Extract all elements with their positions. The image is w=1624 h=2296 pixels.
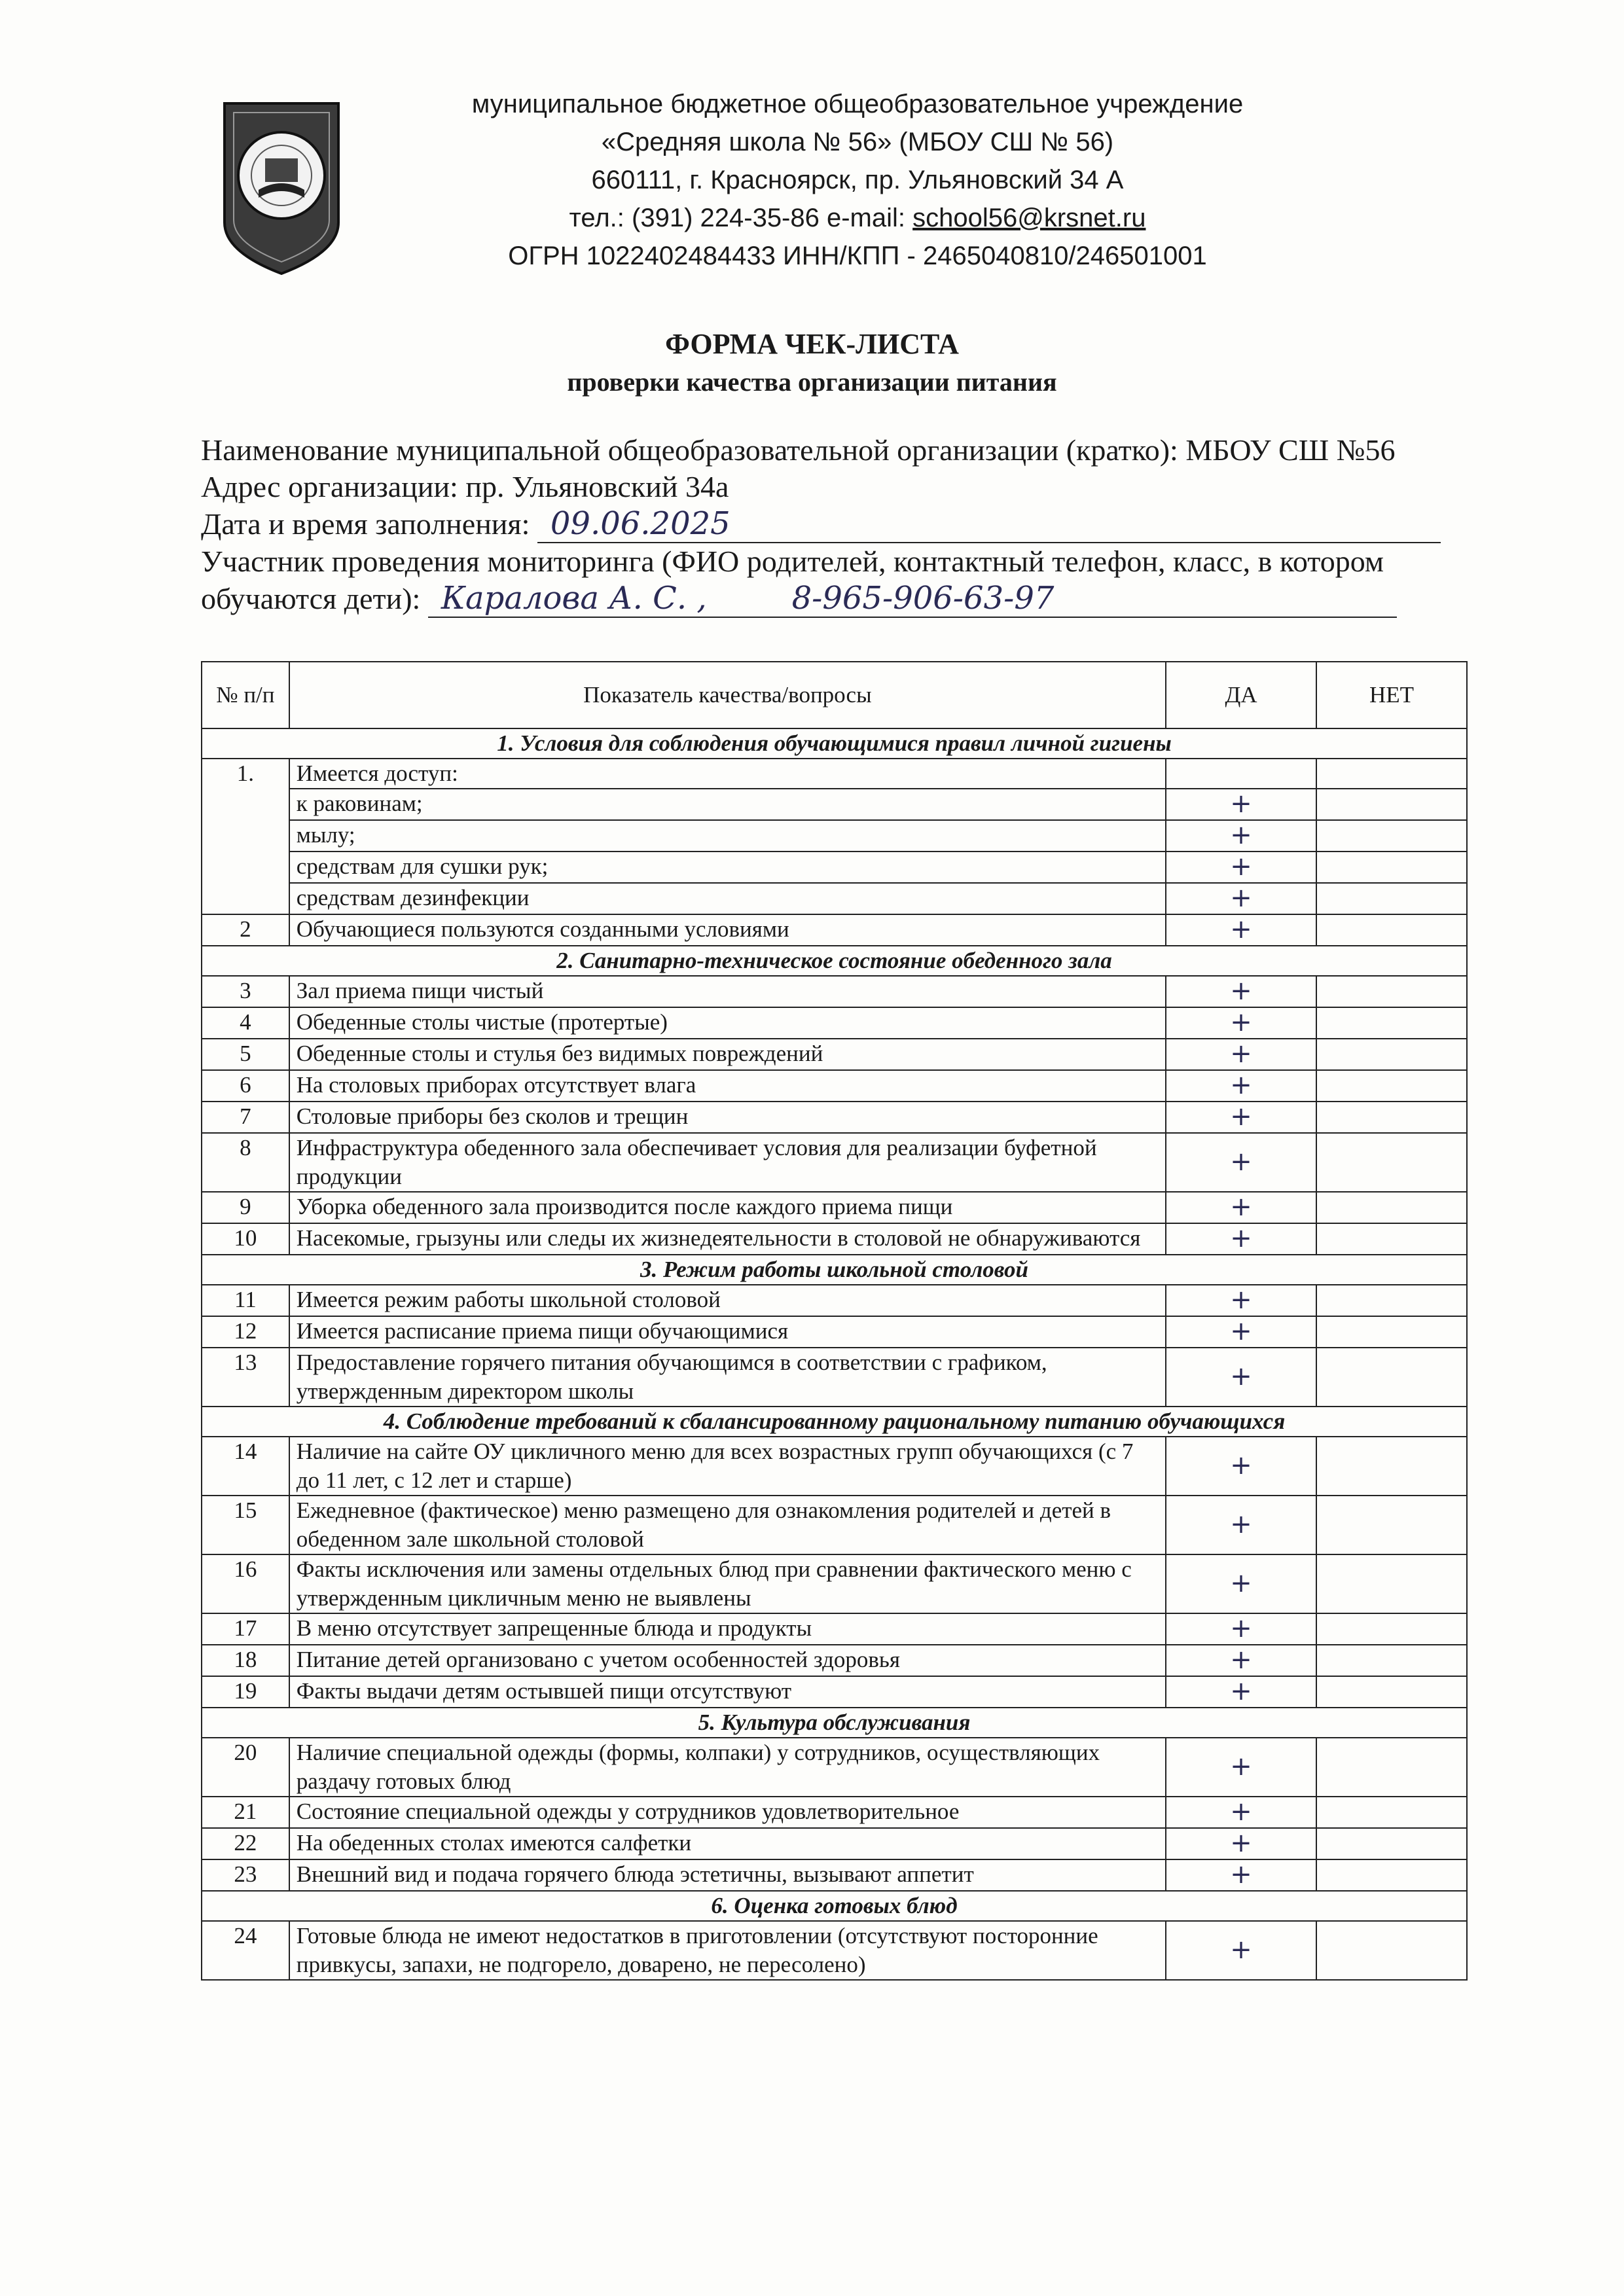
yes-cell[interactable] [1166, 1554, 1316, 1613]
yes-cell[interactable] [1166, 1496, 1316, 1554]
yes-mark: + [1230, 1102, 1252, 1132]
row-num: 5 [202, 1039, 289, 1070]
row-question: Инфраструктура обеденного зала обеспечивает условия для реализации буфетной продукции [289, 1133, 1166, 1192]
no-cell[interactable] [1316, 1223, 1467, 1255]
yes-cell[interactable] [1166, 1133, 1316, 1192]
yes-mark: + [1230, 914, 1252, 944]
table-row [202, 1738, 1467, 1797]
row-num: 3 [202, 976, 289, 1007]
row-num: 6 [202, 1070, 289, 1102]
section-title: 5. Культура обслуживания [202, 1708, 1467, 1738]
section-title: 1. Условия для соблюдения обучающимися правил личной гигиены [202, 728, 1467, 759]
yes-mark: + [1230, 1285, 1252, 1315]
row-num: 18 [202, 1645, 289, 1676]
row-num: 23 [202, 1859, 289, 1891]
table-row [202, 1645, 1467, 1676]
yes-cell[interactable] [1166, 1348, 1316, 1407]
no-cell[interactable] [1316, 1554, 1467, 1613]
yes-mark: + [1230, 1316, 1252, 1346]
yes-mark: + [1230, 1450, 1252, 1480]
table-row [202, 1554, 1467, 1613]
row-question: Готовые блюда не имеют недостатков в приготовлении (отсутствуют посторонние привкусы, запахи, не подгорело, доварено, не пересолено) [289, 1921, 1166, 1980]
row-question: Столовые приборы без сколов и трещин [289, 1102, 1166, 1133]
row-question: к раковинам; [289, 789, 1166, 820]
yes-mark: + [1230, 1568, 1252, 1598]
table-row [202, 1007, 1467, 1039]
yes-cell[interactable] [1166, 1645, 1316, 1676]
org-email-link[interactable]: school56@krsnet.ru [912, 204, 1146, 232]
no-cell[interactable] [1316, 1496, 1467, 1554]
no-cell[interactable] [1316, 883, 1467, 914]
row-question: На столовых приборах отсутствует влага [289, 1070, 1166, 1102]
row-question: Насекомые, грызуны или следы их жизнедеятельности в столовой не обнаруживаются [289, 1223, 1166, 1255]
yes-cell[interactable] [1166, 1007, 1316, 1039]
yes-cell[interactable] [1166, 1039, 1316, 1070]
form-title: ФОРМА ЧЕК-ЛИСТА [665, 328, 959, 360]
yes-cell[interactable] [1166, 1738, 1316, 1797]
no-cell[interactable] [1316, 820, 1467, 852]
header-no: НЕТ [1316, 662, 1467, 728]
no-cell[interactable] [1316, 1645, 1467, 1676]
row-question: На обеденных столах имеются салфетки [289, 1828, 1166, 1859]
table-row [202, 1437, 1467, 1496]
yes-mark: + [1230, 1070, 1252, 1100]
section-title: 6. Оценка готовых блюд [202, 1891, 1467, 1921]
form-subtitle: проверки качества организации питания [567, 367, 1057, 397]
table-row [202, 1921, 1467, 1980]
yes-mark: + [1230, 1613, 1252, 1643]
yes-mark: + [1230, 883, 1252, 913]
yes-mark: + [1230, 1223, 1252, 1253]
org-name-line: Наименование муниципальной общеобразовательной организации (кратко): МБОУ СШ №56 [201, 433, 1396, 467]
table-row [202, 1133, 1467, 1192]
yes-mark: + [1230, 1192, 1252, 1222]
row-num: 11 [202, 1285, 289, 1316]
table-row [202, 820, 1467, 852]
org-phone: тел.: (391) 224-35-86 e-mail: [569, 204, 913, 232]
table-row [202, 1859, 1467, 1891]
no-cell[interactable] [1316, 1316, 1467, 1348]
table-row [202, 883, 1467, 914]
yes-cell[interactable] [1166, 820, 1316, 852]
no-cell[interactable] [1316, 1192, 1467, 1223]
yes-mark: + [1230, 1676, 1252, 1706]
org-line-1: муниципальное бюджетное общеобразовательное учреждение [471, 90, 1244, 118]
address-line: Адрес организации: пр. Ульяновский 34а [201, 470, 729, 503]
row-question: Имеется расписание приема пищи обучающимися [289, 1316, 1166, 1348]
section-row [202, 946, 1467, 976]
yes-mark: + [1230, 1147, 1252, 1177]
row-question: В меню отсутствует запрещенные блюда и продукты [289, 1613, 1166, 1645]
header-question: Показатель качества/вопросы [289, 662, 1166, 728]
row-question: Обеденные столы чистые (протертые) [289, 1007, 1166, 1039]
yes-cell[interactable] [1166, 852, 1316, 883]
yes-mark: + [1230, 1361, 1252, 1391]
row-num: 20 [202, 1738, 289, 1797]
row-question: средствам для сушки рук; [289, 852, 1166, 883]
header-num: № п/п [202, 662, 289, 728]
table-row [202, 1348, 1467, 1407]
table-row [202, 976, 1467, 1007]
table-row [202, 1070, 1467, 1102]
row-num: 8 [202, 1133, 289, 1192]
yes-cell[interactable] [1166, 1070, 1316, 1102]
row-question: средствам дезинфекции [289, 883, 1166, 914]
yes-cell[interactable] [1166, 1921, 1316, 1980]
row-num: 4 [202, 1007, 289, 1039]
date-line [201, 505, 1504, 543]
org-ogrn: ОГРН 1022402484433 ИНН/КПП - 2465040810/246501001 [508, 242, 1207, 270]
org-line-2: «Средняя школа № 56» (МБОУ СШ № 56) [601, 128, 1114, 156]
yes-cell[interactable] [1166, 1223, 1316, 1255]
yes-cell[interactable] [1166, 1859, 1316, 1891]
participant-label-2: обучаются дети): [201, 582, 421, 615]
row-question: Зал приема пищи чистый [289, 976, 1166, 1007]
row-question: Предоставление горячего питания обучающимся в соответствии с графиком, утвержденным директором школы [289, 1348, 1166, 1407]
form-info [201, 432, 1504, 618]
row-num: 7 [202, 1102, 289, 1133]
no-cell[interactable] [1316, 1828, 1467, 1859]
no-cell[interactable] [1316, 759, 1467, 789]
yes-cell[interactable] [1166, 1676, 1316, 1708]
row-question: Ежедневное (фактическое) меню размещено для ознакомления родителей и детей в обеденном зале школьной столовой [289, 1496, 1166, 1554]
yes-cell[interactable] [1166, 789, 1316, 820]
org-contacts [367, 199, 1348, 237]
header-yes: ДА [1166, 662, 1316, 728]
section-title: 2. Санитарно-техническое состояние обеденного зала [202, 946, 1467, 976]
no-cell[interactable] [1316, 852, 1467, 883]
no-cell[interactable] [1316, 1921, 1467, 1980]
row-num: 14 [202, 1437, 289, 1496]
yes-mark: + [1230, 1828, 1252, 1858]
row-question: Обучающиеся пользуются созданными условиями [289, 914, 1166, 946]
no-cell[interactable] [1316, 1133, 1467, 1192]
date-field[interactable]: 09.06.2025 [537, 505, 1441, 543]
yes-cell[interactable] [1166, 1797, 1316, 1828]
no-cell[interactable] [1316, 1102, 1467, 1133]
date-label: Дата и время заполнения: [201, 507, 530, 541]
section-row [202, 1255, 1467, 1285]
no-cell[interactable] [1316, 1676, 1467, 1708]
no-cell[interactable] [1316, 789, 1467, 820]
row-question: Внешний вид и подача горячего блюда эстетичны, вызывают аппетит [289, 1859, 1166, 1891]
no-cell[interactable] [1316, 1039, 1467, 1070]
row-num: 17 [202, 1613, 289, 1645]
no-cell[interactable] [1316, 1738, 1467, 1797]
table-row [202, 1828, 1467, 1859]
table-row [202, 1102, 1467, 1133]
participant-phone: 8-965-906-63-97 [791, 580, 1055, 617]
yes-mark: + [1230, 976, 1252, 1006]
row-num: 24 [202, 1921, 289, 1980]
yes-mark: + [1230, 1797, 1252, 1827]
yes-cell[interactable] [1166, 976, 1316, 1007]
section-title: 3. Режим работы школьной столовой [202, 1255, 1467, 1285]
yes-cell[interactable] [1166, 1102, 1316, 1133]
row-num: 16 [202, 1554, 289, 1613]
row-num: 13 [202, 1348, 289, 1407]
row-question: Имеется доступ: [289, 759, 1166, 789]
row-question: Наличие на сайте ОУ цикличного меню для всех возрастных групп обучающихся (с 7 до 11 лет, с 12 лет и старше) [289, 1437, 1166, 1496]
section-row [202, 728, 1467, 759]
no-cell[interactable] [1316, 1797, 1467, 1828]
school-emblem [219, 98, 344, 278]
yes-cell[interactable] [1166, 1613, 1316, 1645]
row-num: 12 [202, 1316, 289, 1348]
row-num: 9 [202, 1192, 289, 1223]
yes-mark: + [1230, 1509, 1252, 1539]
row-question: Питание детей организовано с учетом особенностей здоровья [289, 1645, 1166, 1676]
yes-mark: + [1230, 789, 1252, 819]
org-line-3: 660111, г. Красноярск, пр. Ульяновский 34 А [591, 166, 1124, 194]
table-row [202, 789, 1467, 820]
no-cell[interactable] [1316, 1007, 1467, 1039]
row-question: Обеденные столы и стулья без видимых повреждений [289, 1039, 1166, 1070]
yes-mark: + [1230, 1935, 1252, 1965]
yes-cell[interactable] [1166, 1828, 1316, 1859]
row-num: 10 [202, 1223, 289, 1255]
table-row [202, 1039, 1467, 1070]
row-question: мылу; [289, 820, 1166, 852]
no-cell[interactable] [1316, 1285, 1467, 1316]
row-num: 21 [202, 1797, 289, 1828]
row-num: 22 [202, 1828, 289, 1859]
yes-cell[interactable] [1166, 1285, 1316, 1316]
yes-cell[interactable] [1166, 759, 1316, 789]
table-row [202, 1613, 1467, 1645]
row-num: 15 [202, 1496, 289, 1554]
no-cell[interactable] [1316, 1437, 1467, 1496]
participant-name: Каралова А. С. , [441, 580, 707, 617]
row-question: Факты выдачи детям остывшей пищи отсутствуют [289, 1676, 1166, 1708]
table-row [202, 1496, 1467, 1554]
no-cell[interactable] [1316, 1613, 1467, 1645]
table-row [202, 1223, 1467, 1255]
row-num: 19 [202, 1676, 289, 1708]
section-row [202, 1891, 1467, 1921]
table-row [202, 1285, 1467, 1316]
no-cell[interactable] [1316, 914, 1467, 946]
row-question: Факты исключения или замены отдельных блюд при сравнении фактического меню с утвержденным цикличным меню не выявлены [289, 1554, 1166, 1613]
yes-mark: + [1230, 852, 1252, 882]
yes-cell[interactable] [1166, 1437, 1316, 1496]
row-num: 2 [202, 914, 289, 946]
table-row [202, 1797, 1467, 1828]
no-cell[interactable] [1316, 1070, 1467, 1102]
yes-cell[interactable] [1166, 1316, 1316, 1348]
yes-mark: + [1230, 1039, 1252, 1069]
table-row [202, 1192, 1467, 1223]
section-row [202, 1407, 1467, 1437]
section-row [202, 1708, 1467, 1738]
row-num: 1. [202, 759, 289, 914]
no-cell[interactable] [1316, 1348, 1467, 1407]
table-row [202, 852, 1467, 883]
table-row [202, 759, 1467, 789]
table-row [202, 914, 1467, 946]
yes-mark: + [1230, 1859, 1252, 1890]
checklist-table [201, 661, 1468, 1981]
yes-cell[interactable] [1166, 914, 1316, 946]
org-header [367, 85, 1348, 275]
section-title: 4. Соблюдение требований к сбалансированному рациональному питанию обучающихся [202, 1407, 1467, 1437]
yes-mark: + [1230, 820, 1252, 850]
no-cell[interactable] [1316, 1859, 1467, 1891]
row-question: Наличие специальной одежды (формы, колпаки) у сотрудников, осуществляющих раздачу готовых блюд [289, 1738, 1166, 1797]
yes-mark: + [1230, 1007, 1252, 1037]
participant-line [201, 580, 1504, 618]
yes-cell[interactable] [1166, 1192, 1316, 1223]
yes-cell[interactable] [1166, 883, 1316, 914]
row-question: Имеется режим работы школьной столовой [289, 1285, 1166, 1316]
row-question: Уборка обеденного зала производится после каждого приема пищи [289, 1192, 1166, 1223]
table-row [202, 1676, 1467, 1708]
participant-label: Участник проведения мониторинга (ФИО родителей, контактный телефон, класс, в котором [201, 545, 1384, 578]
yes-mark: + [1230, 1751, 1252, 1782]
yes-mark: + [1230, 1645, 1252, 1675]
participant-field[interactable] [428, 580, 1397, 618]
table-header [202, 662, 1467, 728]
no-cell[interactable] [1316, 976, 1467, 1007]
table-row [202, 1316, 1467, 1348]
row-question: Состояние специальной одежды у сотрудников удовлетворительное [289, 1797, 1166, 1828]
